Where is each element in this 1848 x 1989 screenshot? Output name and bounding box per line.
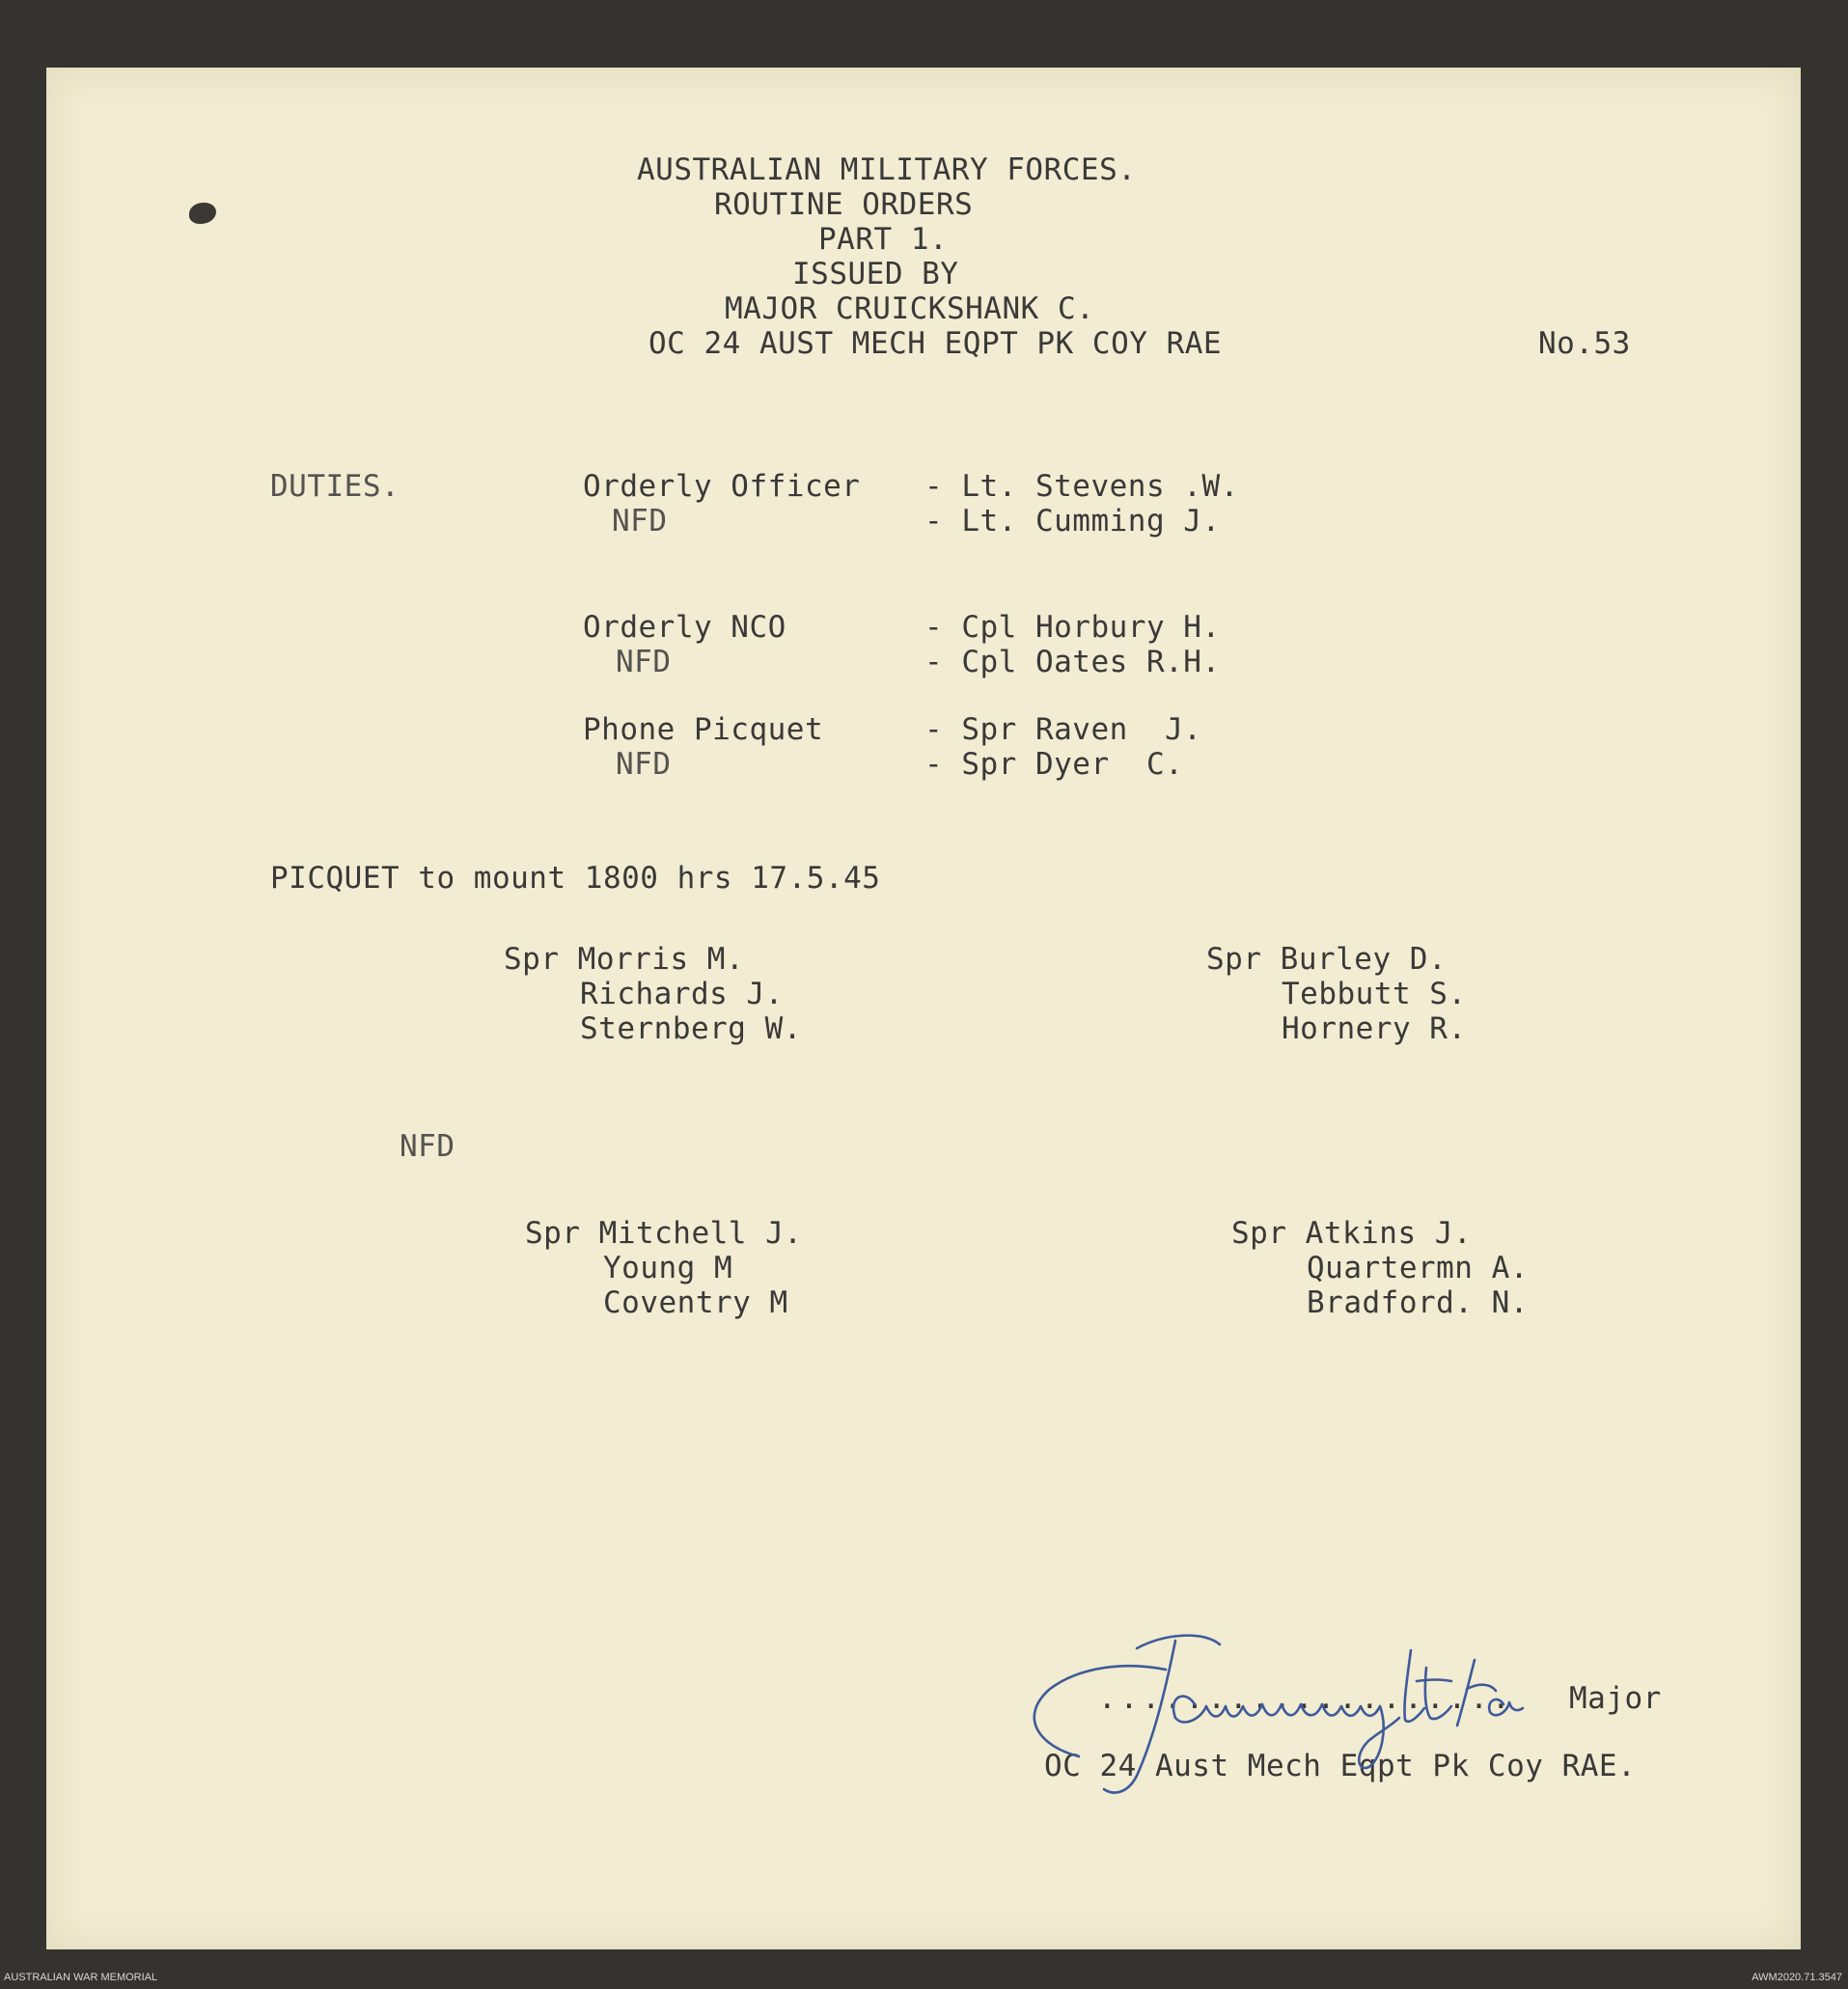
duty-name: - Cpl Horbury H.	[924, 610, 1221, 645]
document-page	[46, 68, 1801, 1949]
punch-hole	[189, 203, 216, 224]
handwritten-signature	[1021, 1612, 1639, 1814]
nfd-left-name: Spr Mitchell J.	[525, 1216, 803, 1251]
duty-name: - Spr Raven J.	[924, 712, 1202, 747]
signature-rank: Major	[1569, 1681, 1662, 1716]
duty-name: - Cpl Oates R.H.	[924, 645, 1221, 679]
nfd-left-name: Coventry M	[603, 1285, 788, 1320]
header-line-5: MAJOR CRUICKSHANK C.	[725, 291, 1095, 326]
duty-role: Phone Picquet	[583, 712, 824, 747]
nfd-right-name: Bradford. N.	[1307, 1285, 1529, 1320]
picquet-heading: PICQUET to mount 1800 hrs 17.5.45	[270, 861, 881, 896]
header-line-3: PART 1.	[818, 222, 949, 257]
picquet-right-name: Tebbutt S.	[1282, 977, 1467, 1011]
nfd-heading: NFD	[400, 1129, 455, 1164]
signature-unit: OC 24 Aust Mech Eqpt Pk Coy RAE.	[1044, 1749, 1637, 1783]
duty-role: Orderly Officer	[583, 469, 861, 504]
header-line-2: ROUTINE ORDERS	[714, 187, 974, 222]
picquet-left-name: Spr Morris M.	[504, 942, 745, 977]
footer-accession: AWM2020.71.3547	[1751, 1972, 1842, 1983]
footer-credit: AUSTRALIAN WAR MEMORIAL	[4, 1972, 158, 1983]
order-number: No.53	[1538, 326, 1631, 361]
duties-heading: DUTIES.	[270, 469, 400, 504]
duty-role: NFD	[616, 645, 672, 679]
header-line-6: OC 24 AUST MECH EQPT PK COY RAE	[648, 326, 1223, 361]
nfd-left-name: Young M	[603, 1251, 733, 1285]
signature-dots: ...................	[1098, 1681, 1514, 1716]
nfd-right-name: Quartermn A.	[1307, 1251, 1529, 1285]
duty-role: Orderly NCO	[583, 610, 786, 645]
duty-role: NFD	[616, 747, 672, 782]
header-line-4: ISSUED BY	[792, 257, 959, 291]
nfd-right-name: Spr Atkins J.	[1231, 1216, 1473, 1251]
duty-name: - Spr Dyer C.	[924, 747, 1184, 782]
duty-name: - Lt. Cumming J.	[924, 504, 1221, 539]
duty-role: NFD	[612, 504, 668, 539]
header-line-1: AUSTRALIAN MILITARY FORCES.	[637, 152, 1137, 187]
picquet-right-name: Spr Burley D.	[1206, 942, 1448, 977]
picquet-right-name: Hornery R.	[1282, 1011, 1467, 1046]
picquet-left-name: Richards J.	[580, 977, 784, 1011]
duty-name: - Lt. Stevens .W.	[924, 469, 1239, 504]
picquet-left-name: Sternberg W.	[580, 1011, 802, 1046]
